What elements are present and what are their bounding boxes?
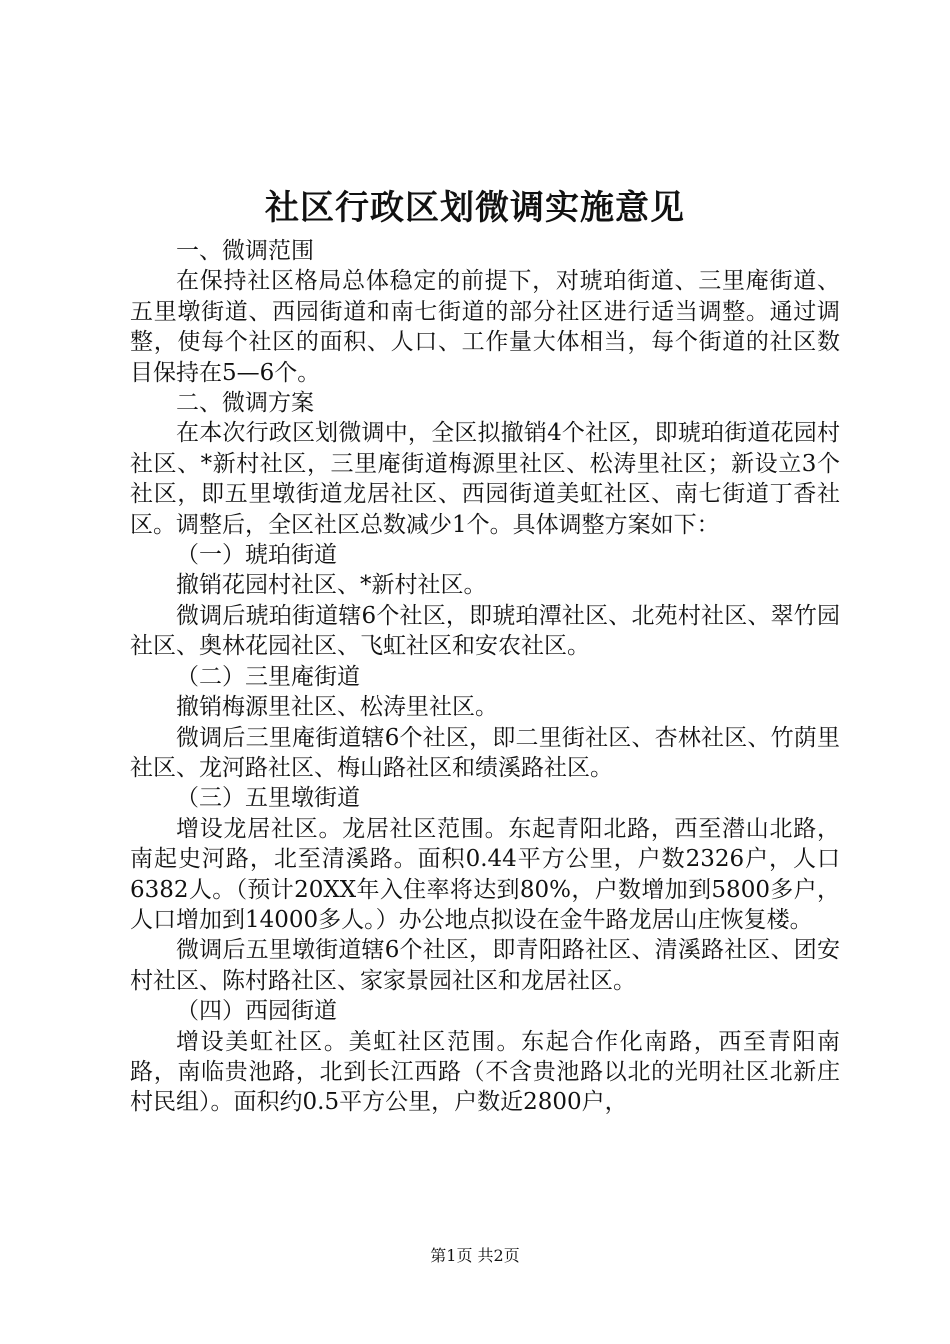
section-heading-scope: 一、微调范围 <box>176 238 314 264</box>
subsection-heading-hupo: （一）琥珀街道 <box>176 542 337 569</box>
paragraph-hupo-revoke: 撤销花园村社区、*新村社区。 <box>176 572 487 599</box>
document-body <box>130 236 840 1118</box>
paragraph-scope: 在保持社区格局总体稳定的前提下，对琥珀街道、三里庵街道、五里墩街道、西园街道和南七街道的部分社区进行适当调整。通过调整，使每个社区的面积、人口、工作量大体相当，每个街道的社区数目保持在5—6个。 <box>130 268 840 386</box>
paragraph-plan: 在本次行政区划微调中，全区拟撤销4个社区，即琥珀街道花园村社区、*新村社区，三里庵街道梅源里社区、松涛里社区；新设立3个社区，即五里墩街道龙居社区、西园街道美虹社区、南七街道丁香社区。调整后，全区社区总数减少1个。具体调整方案如下： <box>130 420 840 538</box>
paragraph-sanlian-revoke: 撤销梅源里社区、松涛里社区。 <box>176 694 498 721</box>
paragraph-xiyuan-add: 增设美虹社区。美虹社区范围。东起合作化南路，西至青阳南路，南临贵池路，北到长江西路（不含贵池路以北的光明社区北新庄村民组）。面积约0.5平方公里，户数近2800户， <box>130 1028 840 1116</box>
subsection-heading-sanlian: （二）三里庵街道 <box>176 663 360 690</box>
document-title: 社区行政区划微调实施意见 <box>265 188 685 228</box>
subsection-heading-wulidun: （三）五里墩街道 <box>176 785 360 812</box>
page-footer: 第1页 共2页 <box>430 1246 520 1265</box>
paragraph-sanlian-after: 微调后三里庵街道辖6个社区，即二里街社区、杏林社区、竹荫里社区、龙河路社区、梅山路社区和绩溪路社区。 <box>130 724 840 781</box>
paragraph-hupo-after: 微调后琥珀街道辖6个社区，即琥珀潭社区、北苑村社区、翠竹园社区、奥林花园社区、飞虹社区和安农社区。 <box>130 602 840 660</box>
section-heading-plan: 二、微调方案 <box>176 390 314 417</box>
subsection-heading-xiyuan: （四）西园街道 <box>176 998 337 1025</box>
paragraph-wulidun-after: 微调后五里墩街道辖6个社区，即青阳路社区、清溪路社区、团安村社区、陈村路社区、家家景园社区和龙居社区。 <box>130 937 840 994</box>
paragraph-wulidun-add: 增设龙居社区。龙居社区范围。东起青阳北路，西至潜山北路，南起史河路，北至清溪路。面积0.44平方公里，户数2326户，人口6382人。（预计20XX年入住率将达到80%，户数增加到5800多户，人口增加到14000多人。）办公地点拟设在金牛路龙居山庄恢复楼。 <box>130 815 840 933</box>
